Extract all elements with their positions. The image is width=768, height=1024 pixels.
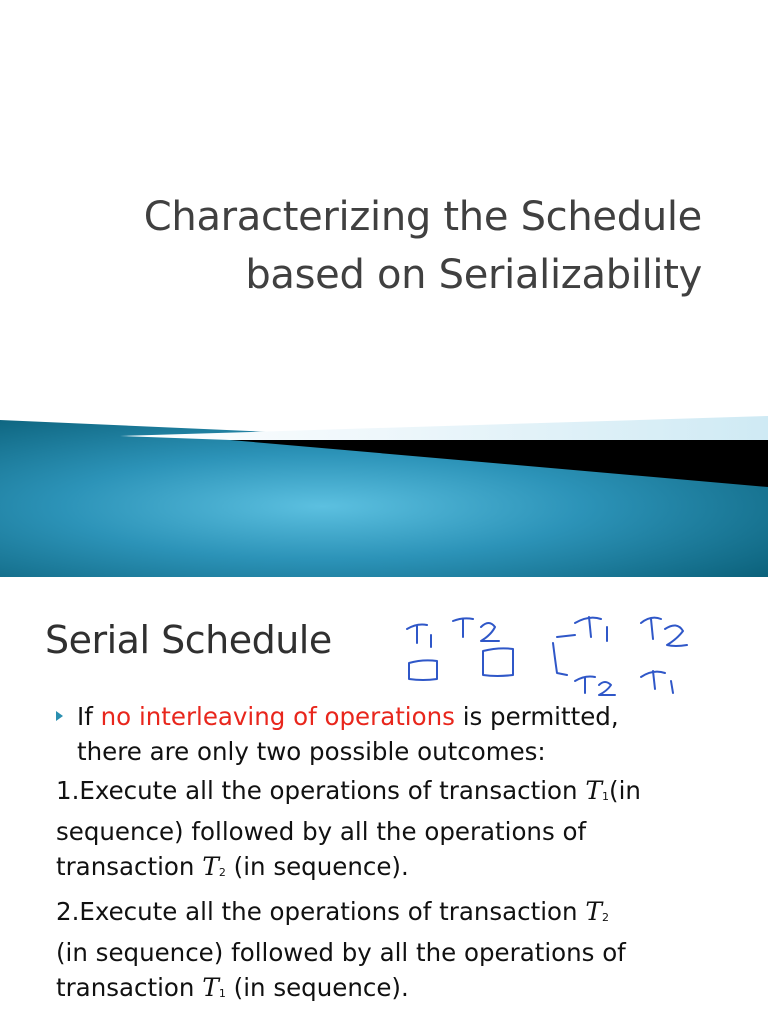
item1-line3-sub: 2 <box>218 866 226 879</box>
bullet-prefix: If <box>77 702 101 731</box>
ink-t1-b <box>575 617 601 637</box>
slide-heading: Serial Schedule <box>45 618 332 662</box>
ink-t2-a <box>453 618 473 637</box>
item1-line-2: sequence) followed by all the operations of <box>56 817 587 846</box>
item1-post: (in <box>609 776 641 805</box>
item2-line3-sub: 1 <box>218 987 226 1000</box>
item1-var: T <box>585 776 603 805</box>
item2-sub: 2 <box>602 911 610 924</box>
item1-sub: 1 <box>602 790 610 803</box>
slide-title-line-2: based on Serializability <box>245 252 702 298</box>
ink-t2-c <box>575 677 595 694</box>
decorative-band <box>0 410 768 577</box>
item2-line-2: (in sequence) followed by all the operations of <box>56 938 626 967</box>
item2-line-3: transaction <box>56 973 203 1002</box>
item2-line3-post: (in sequence). <box>225 973 409 1002</box>
slide-title-line-1: Characterizing the Schedule <box>143 194 702 240</box>
numbered-item-1 <box>0 773 768 890</box>
item2-text: 2.Execute all the operations of transaction <box>56 897 586 926</box>
content-slide <box>0 577 768 1024</box>
ink-box-2 <box>483 648 513 676</box>
bullet-highlight: no interleaving of operations <box>100 702 455 731</box>
item1-line3-post: (in sequence). <box>225 852 409 881</box>
numbered-item-2 <box>0 894 768 1011</box>
handwritten-annotation <box>395 607 695 697</box>
item1-text: 1.Execute all the operations of transaction <box>56 776 586 805</box>
ink-t1-a <box>407 625 427 644</box>
ink-box-1 <box>409 660 437 680</box>
ink-t1-c <box>641 671 665 689</box>
bullet-item <box>0 699 768 769</box>
item1-line-3: transaction <box>56 852 203 881</box>
item1-line3-var: T <box>202 852 219 881</box>
triangle-bullet-icon <box>56 711 63 721</box>
slide-title <box>22 188 702 304</box>
ink-t2-b <box>641 618 661 639</box>
item2-line3-var: T <box>202 973 219 1002</box>
item2-var: T <box>585 897 603 926</box>
ink-bracket <box>553 635 575 675</box>
slide-body <box>0 699 768 1011</box>
band-light-shape <box>120 416 768 440</box>
bullet-suffix: is permitted, <box>454 702 619 731</box>
bullet-line-2: there are only two possible outcomes: <box>77 737 546 766</box>
